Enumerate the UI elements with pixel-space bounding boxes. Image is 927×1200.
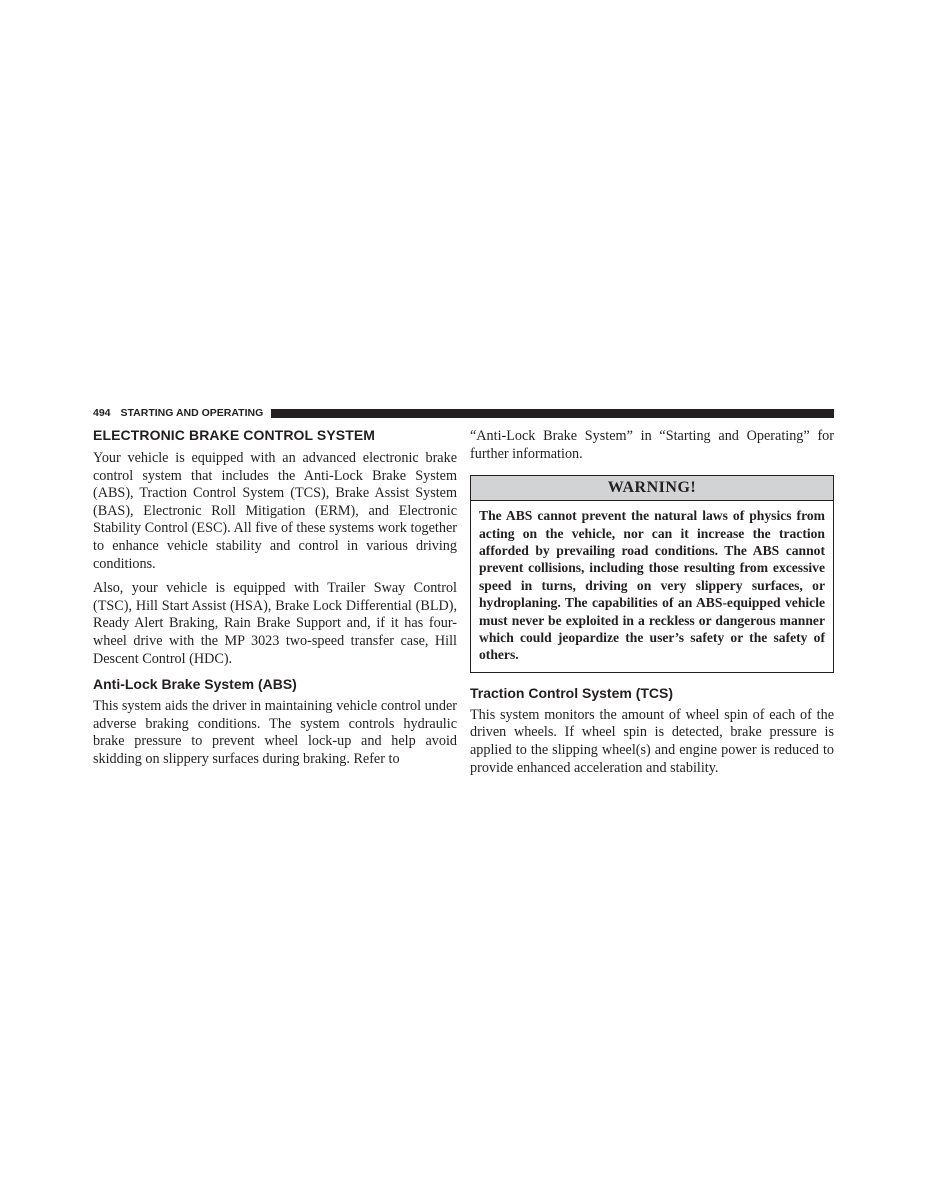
- continuation-paragraph: “Anti-Lock Brake System” in “Starting and Operating” for further information.: [470, 428, 834, 462]
- warning-box: [470, 475, 834, 673]
- abs-paragraph: This system aids the driver in maintaining vehicle control under adverse braking conditions. The system controls hydraulic brake pressure to prevent wheel lock-up and help avoid skidding on slippery surfaces during braking. Refer to: [93, 698, 457, 767]
- header-rule: [271, 409, 834, 418]
- abs-heading: Anti-Lock Brake System (ABS): [93, 676, 297, 693]
- right-column: [470, 426, 834, 784]
- page-header: [93, 405, 834, 421]
- warning-body: The ABS cannot prevent the natural laws of physics from acting on the vehicle, nor can it increase the traction afforded by prevailing road conditions. The ABS cannot prevent collisions, including those resulting from excessive speed in turns, driving on very slippery surfaces, or hydroplaning. The capabilities of an ABS-equipped vehicle must never be exploited in a reckless or dangerous manner which could jeopardize the user’s safety or the safety of others.: [479, 508, 825, 663]
- intro-paragraph: Your vehicle is equipped with an advanced electronic brake control system that includes the Anti-Lock Brake System (ABS), Traction Control System (TCS), Brake Assist System (BAS), Electronic Roll Mitigation (ERM), and Electronic Stability Control (ESC). All five of these systems work together to enhance vehicle stability and control in various driving conditions.: [93, 450, 457, 572]
- tcs-paragraph: This system monitors the amount of wheel spin of each of the driven wheels. If wheel spin is detected, brake pressure is applied to the slipping wheel(s) and engine power is reduced to provide enhanced acceleration and stability.: [470, 706, 834, 776]
- features-paragraph: Also, your vehicle is equipped with Trailer Sway Control (TSC), Hill Start Assist (HSA), Brake Lock Differential (BLD), Ready Alert Braking, Rain Brake Support and, if it has four-wheel drive with the MP 3023 two-speed transfer case, Hill Descent Control (HDC).: [93, 580, 457, 667]
- section-heading: ELECTRONIC BRAKE CONTROL SYSTEM: [93, 427, 376, 443]
- tcs-heading: Traction Control System (TCS): [470, 684, 674, 701]
- section-title: STARTING AND OPERATING: [120, 407, 264, 419]
- page-number: 494: [93, 407, 111, 419]
- left-column: [93, 426, 457, 776]
- warning-title: WARNING!: [471, 476, 833, 501]
